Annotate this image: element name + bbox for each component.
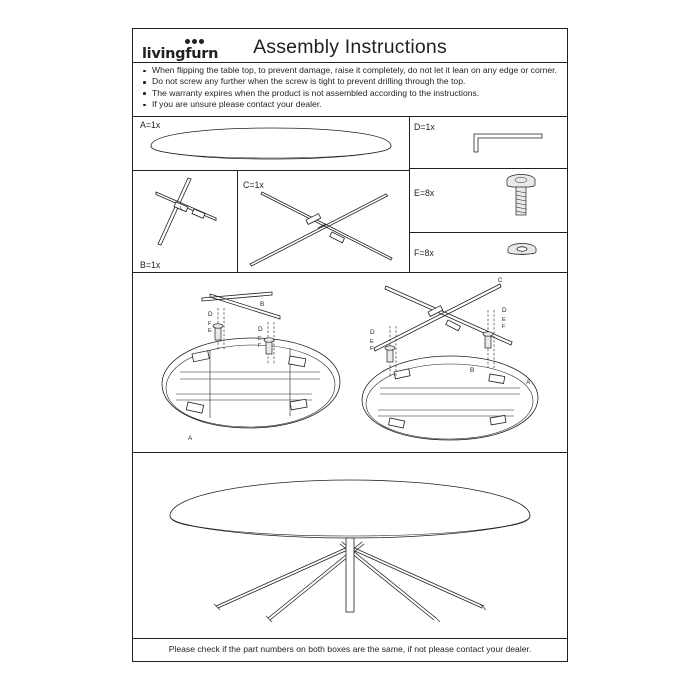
part-label-b: B=1x [140,260,161,270]
callout-f: F [208,321,212,327]
part-label-e: E=8x [414,188,435,198]
callout-d: D [208,311,213,318]
warning-list [140,65,564,111]
parts-grid-right-border-2 [409,232,567,233]
parts-grid-bottom-border [133,272,567,273]
assembly-step-2 [350,276,564,450]
header-divider [133,62,567,63]
assembly-step-3-final [150,466,550,634]
callout-a: A [526,379,531,386]
callout-e: E [370,339,374,345]
assembly-step-1 [140,276,358,450]
part-label-c: C=1x [243,180,264,190]
parts-grid-col-border-2 [237,170,238,273]
parts-grid-right-border-1 [409,168,567,169]
callout-f: F [370,346,374,352]
part-drawing-allen-key [466,122,562,166]
callout-a: A [188,435,193,442]
part-drawing-cross-beam [140,172,234,256]
callout-f2: F [258,343,262,349]
warning-item: The warranty expires when the product is not assembled according to the instructions. [140,88,564,99]
part-label-d: D=1x [414,122,435,132]
brand-logo-text: livingfurn [142,46,219,62]
callout-d: D [370,329,375,336]
parts-grid-inner-border [133,170,409,171]
callout-e2: E [502,317,506,323]
footer-divider [133,638,567,639]
callout-d2: D [258,326,263,333]
callout-c: C [498,277,503,284]
warning-item: When flipping the table top, to prevent damage, raise it completely, do not let it lean on any edge or corner. [140,65,564,76]
callout-e2: E [258,336,262,342]
part-label-f: F=8x [414,248,434,258]
page-title: Assembly Instructions [253,36,447,58]
callout-e: E [208,328,212,334]
callout-f2: F [502,324,506,330]
part-drawing-bolt [498,170,544,232]
part-drawing-spider-frame [240,180,406,270]
parts-grid-col-border [409,116,410,273]
footer-note: Please check if the part numbers on both boxes are the same, if not please contact your dealer. [168,644,532,654]
part-drawing-washer [500,238,544,264]
part-label-a: A=1x [140,120,161,130]
part-drawing-table-top [136,124,406,168]
warning-item: If you are unsure please contact your dealer. [140,99,564,110]
callout-b: B [470,367,475,374]
steps-band-bottom-border [133,452,567,453]
parts-grid-top-border [133,116,567,117]
callout-b: B [260,301,265,308]
callout-d2: D [502,307,507,314]
warning-item: Do not screw any further when the screw is tight to prevent drilling through the top. [140,76,564,87]
